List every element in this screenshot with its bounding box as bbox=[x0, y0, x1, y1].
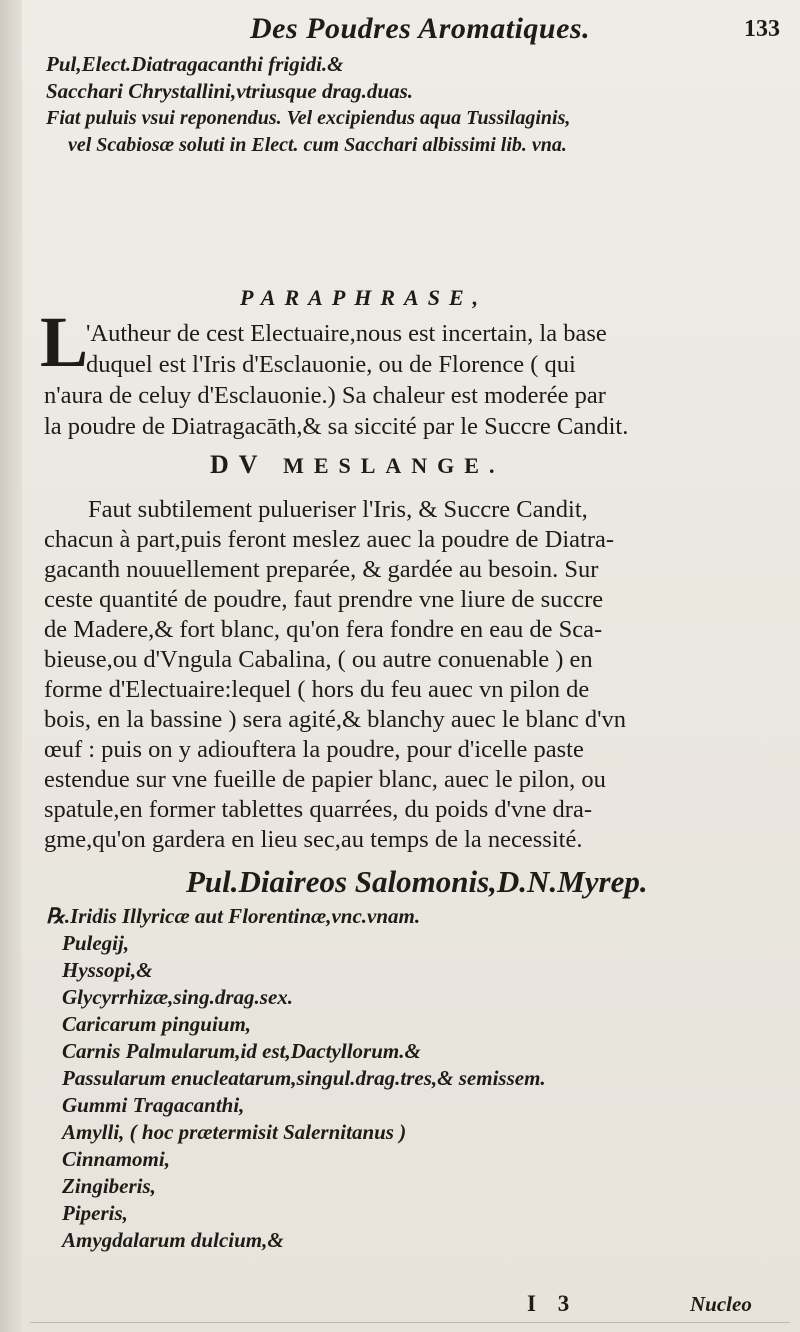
text-line: 'Autheur de cest Electuaire,nous est incertain, la base bbox=[86, 320, 607, 347]
page-edge-rule bbox=[30, 1322, 790, 1323]
ingredient-line: Caricarum pinguium, bbox=[62, 1012, 252, 1036]
text-line: gacanth nouuellement preparée, & gardée au besoin. Sur bbox=[44, 556, 599, 583]
section-heading-paraphrase: PARAPHRASE, bbox=[240, 285, 488, 310]
text-line: spatule,en former tablettes quarrées, du poids d'vne dra- bbox=[44, 796, 592, 823]
running-head bbox=[0, 12, 800, 48]
running-title: Des Poudres Aromatiques. bbox=[250, 12, 591, 45]
recipe-heading: Pul.Diaireos Salomonis,D.N.Myrep. bbox=[186, 864, 648, 899]
ingredient-line: Hyssopi,& bbox=[62, 958, 153, 982]
drop-cap: L bbox=[40, 302, 89, 382]
section-heading-meslange bbox=[210, 452, 504, 478]
heading-initial: D bbox=[210, 450, 239, 479]
ingredient-line: Carnis Palmularum,id est,Dactyllorum.& bbox=[62, 1039, 421, 1063]
ingredient-line: Amygdalarum dulcium,& bbox=[62, 1228, 284, 1252]
text-line: bieuse,ou d'Vngula Cabalina, ( ou autre conuenable ) en bbox=[44, 646, 593, 673]
text-line: n'aura de celuy d'Esclauonie.) Sa chaleur est moderée par bbox=[44, 382, 606, 409]
recipe-line: vel Scabiosæ soluti in Elect. cum Sacchari albissimi lib. vna. bbox=[68, 134, 567, 156]
text-line: bois, en la bassine ) sera agité,& blanchy auec le blanc d'vn bbox=[44, 706, 626, 733]
text-line: estendue sur vne fueille de papier blanc, auec le pilon, ou bbox=[44, 766, 606, 793]
text-line: de Madere,& fort blanc, qu'on fera fondre en eau de Sca- bbox=[44, 616, 603, 643]
page-number: 133 bbox=[744, 16, 780, 42]
ingredient-line: Pulegij, bbox=[62, 931, 130, 955]
text-line: duquel est l'Iris d'Esclauonie, ou de Florence ( qui bbox=[86, 351, 576, 378]
recipe-line: Fiat puluis vsui reponendus. Vel excipiendus aqua Tussilaginis, bbox=[46, 107, 571, 129]
text-line: la poudre de Diatragacāth,& sa siccité par le Succre Candit. bbox=[44, 413, 629, 440]
ingredient-line: Zingiberis, bbox=[62, 1174, 156, 1198]
recipe-line: Sacchari Chrystallini,vtriusque drag.duas. bbox=[46, 79, 413, 103]
ingredient-line: Cinnamomi, bbox=[62, 1147, 170, 1171]
heading-rest: MESLANGE. bbox=[283, 453, 505, 478]
text-line: forme d'Electuaire:lequel ( hors du feu auec vn pilon de bbox=[44, 676, 590, 703]
page-gutter bbox=[0, 0, 22, 1332]
text-line: chacun à part,puis feront meslez auec la poudre de Diatra- bbox=[44, 526, 615, 553]
text-line: ceste quantité de poudre, faut prendre vne liure de succre bbox=[44, 586, 604, 613]
catchword: Nucleo bbox=[690, 1292, 752, 1316]
ingredient-line: Passularum enucleatarum,singul.drag.tres,& semissem. bbox=[62, 1066, 546, 1090]
text-line: œuf : puis on y adiouftera la poudre, pour d'icelle paste bbox=[44, 736, 584, 763]
ingredient-line: Amylli, ( hoc prætermisit Salernitanus ) bbox=[62, 1120, 407, 1144]
ingredient-line: Glycyrrhizæ,sing.drag.sex. bbox=[62, 985, 294, 1009]
ingredient-line: Piperis, bbox=[62, 1201, 128, 1225]
recipe-line: Pul,Elect.Diatragacanthi frigidi.& bbox=[46, 52, 344, 76]
text-line: Faut subtilement pulueriser l'Iris, & Succre Candit, bbox=[88, 496, 588, 523]
heading-initial-v: V bbox=[238, 450, 268, 479]
text-line: gme,qu'on gardera en lieu sec,au temps de la necessité. bbox=[44, 826, 583, 853]
ingredient-line: ℞.Iridis Illyricæ aut Florentinæ,vnc.vnam. bbox=[46, 904, 421, 928]
ingredient-line: Gummi Tragacanthi, bbox=[62, 1093, 245, 1117]
signature-mark: I 3 bbox=[527, 1291, 578, 1316]
